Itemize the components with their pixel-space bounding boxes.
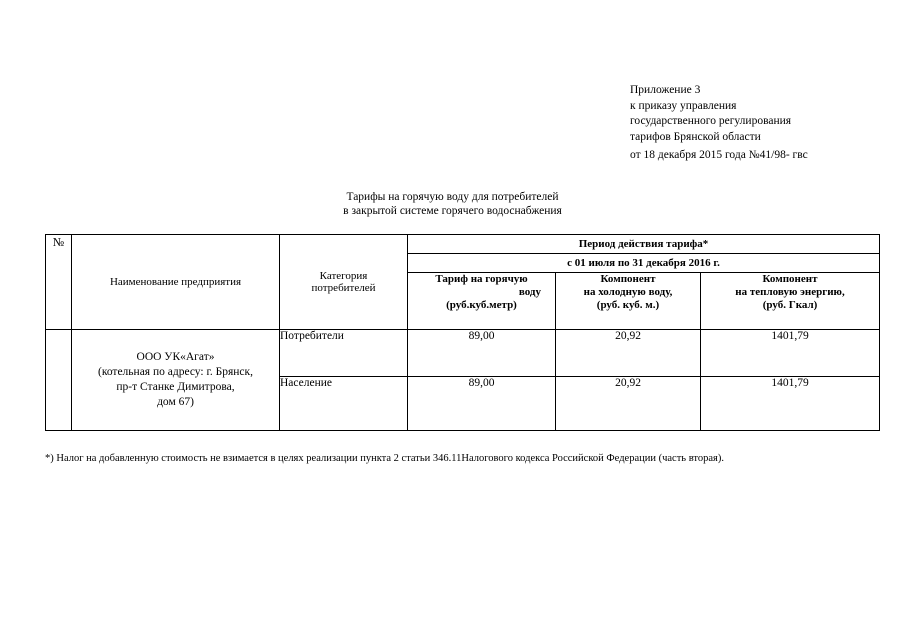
header-heat-line: Компонент xyxy=(762,273,818,285)
header-num: № xyxy=(46,235,72,330)
header-category xyxy=(280,235,408,330)
title-line: Тарифы на горячую воду для потребителей xyxy=(346,191,559,203)
appendix-line: Приложение 3 xyxy=(630,84,701,96)
company-line: дом 67) xyxy=(157,396,194,408)
header-heat-line: на тепловую энергию, xyxy=(735,286,845,298)
table-row xyxy=(46,330,880,377)
hot-water-value: 89,00 xyxy=(408,377,556,431)
header-category-line: Категория xyxy=(319,270,368,282)
header-cold-line: на холодную воду, xyxy=(583,286,673,298)
heat-energy-value: 1401,79 xyxy=(701,377,880,431)
header-hot-water-tariff xyxy=(408,273,556,330)
company-cell xyxy=(72,330,280,431)
hot-water-value: 89,00 xyxy=(408,330,556,377)
appendix-line: тарифов Брянской области xyxy=(630,130,761,143)
header-cold-line: Компонент xyxy=(600,273,656,285)
header-cold-line: (руб. куб. м.) xyxy=(596,299,660,311)
cold-water-value: 20,92 xyxy=(556,377,701,431)
header-period-dates: с 01 июля по 31 декабря 2016 г. xyxy=(408,254,880,273)
company-line: пр-т Станке Димитрова, xyxy=(116,381,235,393)
header-category-line: потребителей xyxy=(311,282,376,294)
appendix-date-line: от 18 декабря 2015 года №41/98- гвс xyxy=(630,149,808,161)
header-hot-line: (руб.куб.метр) xyxy=(446,299,517,311)
company-line: ООО УК«Агат» xyxy=(136,351,215,363)
header-hot-line: Тариф на горячую xyxy=(435,273,528,285)
row-num-cell xyxy=(46,330,72,431)
category-cell: Население xyxy=(280,377,408,431)
company-line: (котельная по адресу: г. Брянск, xyxy=(98,366,253,378)
header-hot-line: воду xyxy=(518,286,541,298)
document-title xyxy=(0,190,905,218)
header-company-name: Наименование предприятия xyxy=(72,235,280,330)
heat-energy-value: 1401,79 xyxy=(701,330,880,377)
appendix-line: к приказу управления xyxy=(630,99,737,112)
appendix-line: государственного регулирования xyxy=(630,115,792,127)
category-cell: Потребители xyxy=(280,330,408,377)
header-period: Период действия тарифа* xyxy=(408,235,880,254)
header-cold-water-component xyxy=(556,273,701,330)
cold-water-value: 20,92 xyxy=(556,330,701,377)
header-heat-energy-component xyxy=(701,273,880,330)
title-line: в закрытой системе горячего водоснабжения xyxy=(343,205,562,217)
header-heat-line: (руб. Гкал) xyxy=(762,299,818,311)
appendix-block xyxy=(630,83,808,164)
footnote: *) Налог на добавленную стоимость не взимается в целях реализации пункта 2 статьи 346.11Налогового кодекса Российской Федерации (часть вторая). xyxy=(45,453,724,464)
tariff-table xyxy=(45,234,880,431)
